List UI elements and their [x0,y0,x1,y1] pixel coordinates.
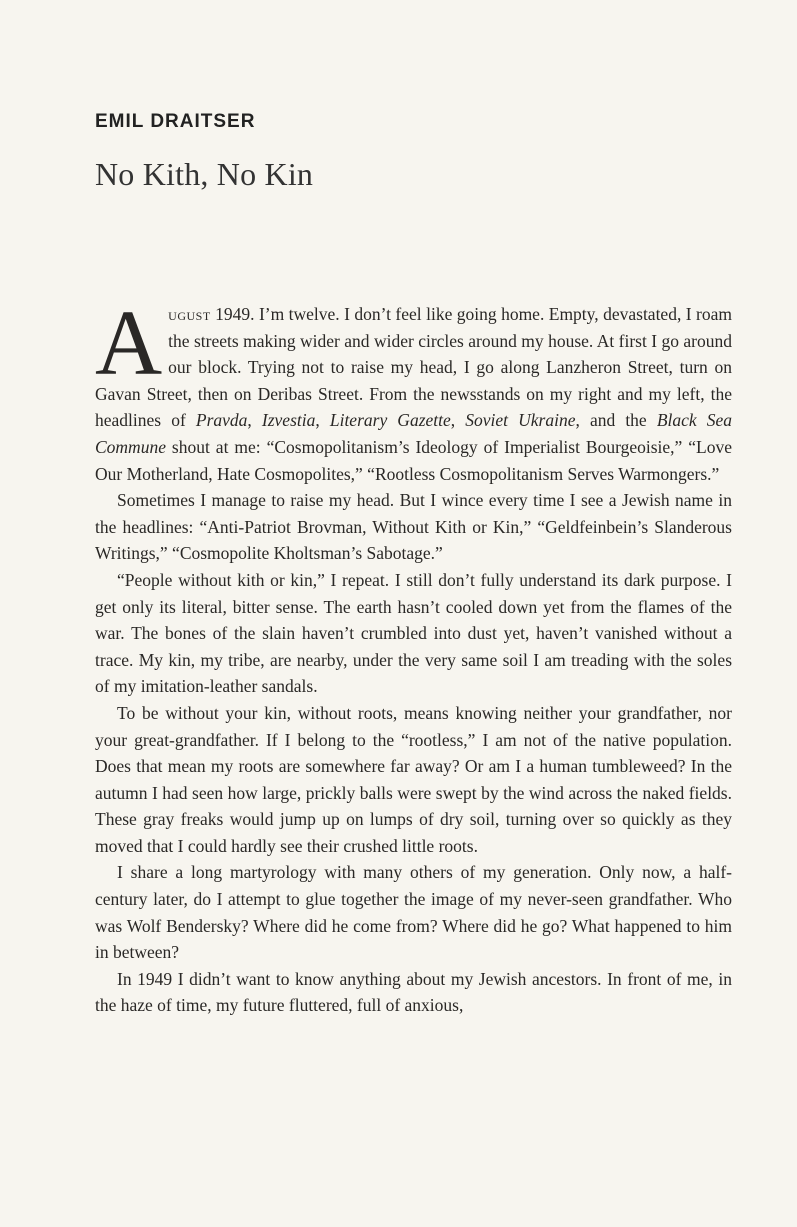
paragraph-1 [95,292,733,487]
separator: , [450,410,466,431]
separator: , and the [575,410,657,431]
newspaper-black-sea-commune: Black Sea Commune [95,410,733,457]
drop-cap: A [95,292,163,395]
newspaper-izvestia: Izvestia [261,410,316,431]
author-name: EMIL DRAITSER [95,111,256,132]
newspaper-soviet-ukraine: Soviet Ukraine [465,410,576,431]
opening-small-caps: ugust [168,304,211,324]
paragraph-5: I share a long martyrology with many others of my generation. Only now, a half-century later, do I attempt to glue together the image of my never-seen grandfather. Who was Wolf Bendersky? Where did he come from? Where did he go? What happened to him in between? [95,862,732,963]
paragraph-2: Sometimes I manage to raise my head. But I wince every time I see a Jewish name in the headlines: “Anti-Patriot Brovman, Without Kith or Kin,” “Geldfeinbein’s Slanderous Writings,” “Cosmopolite Kholtsman’s Sabotage.” [95,490,732,564]
paragraph-1-text-b: shout at me: “Cosmopolitanism’s Ideology of Imperialist Bourgeoisie,” “Love Our Motherland, Hate Cosmopolites,” “Rootless Cosmopolitanism Serves Warmongers.” [95,436,732,484]
paragraph-1-text-a: 1949. I’m twelve. I don’t feel like going home. Empty, devastated, I roam the streets making wider and wider circles around my house. At first I go around our block. Trying not to raise my head, I go along Lanzheron Street, turn on Gavan Street, then on Deribas Street. From the newsstands on my right and my left, the headlines of [95,304,732,431]
paragraph-3: “People without kith or kin,” I repeat. I still don’t fully understand its dark purpose. I get only its literal, bitter sense. The earth hasn’t cooled down yet from the flames of the war. The bones of the slain haven’t crumbled into dust yet, haven’t vanished without a trace. My kin, my tribe, are nearby, under the very same soil I am treading with the soles of my imitation-leather sandals. [95,569,732,697]
chapter-title: No Kith, No Kin [95,156,314,192]
newspaper-pravda: Pravda [195,410,248,431]
paragraph-6: In 1949 I didn’t want to know anything about my Jewish ancestors. In front of me, in the haze of time, my future fluttered, full of anxious, [95,968,732,1016]
body-text [95,292,733,1019]
paragraph-4: To be without your kin, without roots, means knowing neither your grandfather, nor your great-grandfather. If I belong to the “rootless,” I am not of the native population. Does that mean my roots are somewhere far away? Or am I a human tumbleweed? In the autumn I had seen how large, prickly balls were swept by the wind across the naked fields. These gray freaks would jump up on lumps of dry soil, turning over so quickly as they moved that I could hardly see their crushed little roots. [95,702,732,856]
separator: , [247,410,262,431]
newspaper-literary-gazette: Literary Gazette [329,410,451,431]
separator: , [315,410,330,431]
